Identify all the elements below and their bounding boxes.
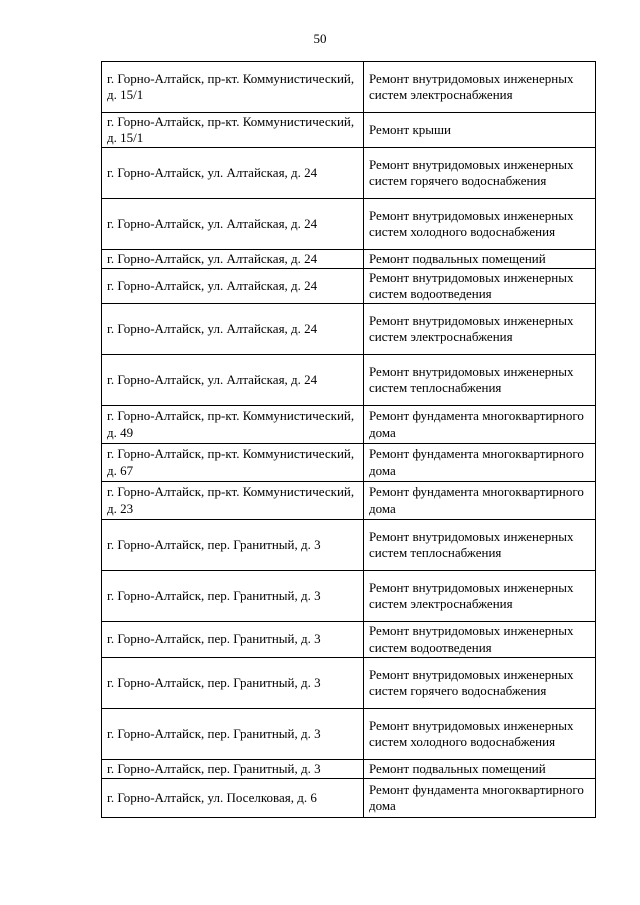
work-type-cell: Ремонт внутридомовых инженерных систем теплоснабжения bbox=[364, 355, 596, 406]
work-type-cell: Ремонт внутридомовых инженерных систем холодного водоснабжения bbox=[364, 199, 596, 250]
table-row bbox=[102, 658, 596, 709]
table-row bbox=[102, 113, 596, 148]
table-row bbox=[102, 622, 596, 658]
work-type-cell: Ремонт фундамента многоквартирного дома bbox=[364, 444, 596, 482]
address-cell: г. Горно-Алтайск, пер. Гранитный, д. 3 bbox=[102, 658, 364, 709]
address-cell: г. Горно-Алтайск, пер. Гранитный, д. 3 bbox=[102, 622, 364, 658]
work-type-cell: Ремонт крыши bbox=[364, 113, 596, 148]
address-cell: г. Горно-Алтайск, ул. Алтайская, д. 24 bbox=[102, 304, 364, 355]
address-cell: г. Горно-Алтайск, пр-кт. Коммунистический, д. 49 bbox=[102, 406, 364, 444]
address-cell: г. Горно-Алтайск, пр-кт. Коммунистический, д. 23 bbox=[102, 482, 364, 520]
work-type-cell: Ремонт внутридомовых инженерных систем электроснабжения bbox=[364, 62, 596, 113]
table-row bbox=[102, 250, 596, 269]
address-cell: г. Горно-Алтайск, ул. Алтайская, д. 24 bbox=[102, 250, 364, 269]
page-number: 50 bbox=[313, 31, 327, 46]
address-cell: г. Горно-Алтайск, пр-кт. Коммунистический, д. 67 bbox=[102, 444, 364, 482]
table-row bbox=[102, 709, 596, 760]
table-row bbox=[102, 571, 596, 622]
table-row bbox=[102, 444, 596, 482]
address-cell: г. Горно-Алтайск, ул. Алтайская, д. 24 bbox=[102, 269, 364, 304]
work-type-cell: Ремонт подвальных помещений bbox=[364, 250, 596, 269]
work-type-cell: Ремонт фундамента многоквартирного дома bbox=[364, 406, 596, 444]
table-row bbox=[102, 760, 596, 779]
table-row bbox=[102, 269, 596, 304]
table-row bbox=[102, 520, 596, 571]
work-type-cell: Ремонт внутридомовых инженерных систем электроснабжения bbox=[364, 571, 596, 622]
work-type-cell: Ремонт внутридомовых инженерных систем горячего водоснабжения bbox=[364, 148, 596, 199]
repair-schedule-table bbox=[101, 61, 596, 818]
table-row bbox=[102, 62, 596, 113]
address-cell: г. Горно-Алтайск, ул. Алтайская, д. 24 bbox=[102, 199, 364, 250]
table-row bbox=[102, 482, 596, 520]
address-cell: г. Горно-Алтайск, ул. Алтайская, д. 24 bbox=[102, 355, 364, 406]
work-type-cell: Ремонт внутридомовых инженерных систем холодного водоснабжения bbox=[364, 709, 596, 760]
table-row bbox=[102, 355, 596, 406]
table-row bbox=[102, 199, 596, 250]
address-cell: г. Горно-Алтайск, пер. Гранитный, д. 3 bbox=[102, 571, 364, 622]
work-type-cell: Ремонт фундамента многоквартирного дома bbox=[364, 482, 596, 520]
address-cell: г. Горно-Алтайск, пер. Гранитный, д. 3 bbox=[102, 760, 364, 779]
address-cell: г. Горно-Алтайск, пер. Гранитный, д. 3 bbox=[102, 520, 364, 571]
address-cell: г. Горно-Алтайск, ул. Алтайская, д. 24 bbox=[102, 148, 364, 199]
address-cell: г. Горно-Алтайск, пр-кт. Коммунистический, д. 15/1 bbox=[102, 113, 364, 148]
address-cell: г. Горно-Алтайск, пр-кт. Коммунистический, д. 15/1 bbox=[102, 62, 364, 113]
work-type-cell: Ремонт внутридомовых инженерных систем электроснабжения bbox=[364, 304, 596, 355]
address-cell: г. Горно-Алтайск, ул. Поселковая, д. 6 bbox=[102, 779, 364, 818]
table-row bbox=[102, 304, 596, 355]
work-type-cell: Ремонт внутридомовых инженерных систем водоотведения bbox=[364, 622, 596, 658]
work-type-cell: Ремонт внутридомовых инженерных систем теплоснабжения bbox=[364, 520, 596, 571]
work-type-cell: Ремонт подвальных помещений bbox=[364, 760, 596, 779]
work-type-cell: Ремонт фундамента многоквартирного дома bbox=[364, 779, 596, 818]
address-cell: г. Горно-Алтайск, пер. Гранитный, д. 3 bbox=[102, 709, 364, 760]
work-type-cell: Ремонт внутридомовых инженерных систем горячего водоснабжения bbox=[364, 658, 596, 709]
work-type-cell: Ремонт внутридомовых инженерных систем водоотведения bbox=[364, 269, 596, 304]
table-row bbox=[102, 148, 596, 199]
table-row bbox=[102, 779, 596, 818]
table-row bbox=[102, 406, 596, 444]
